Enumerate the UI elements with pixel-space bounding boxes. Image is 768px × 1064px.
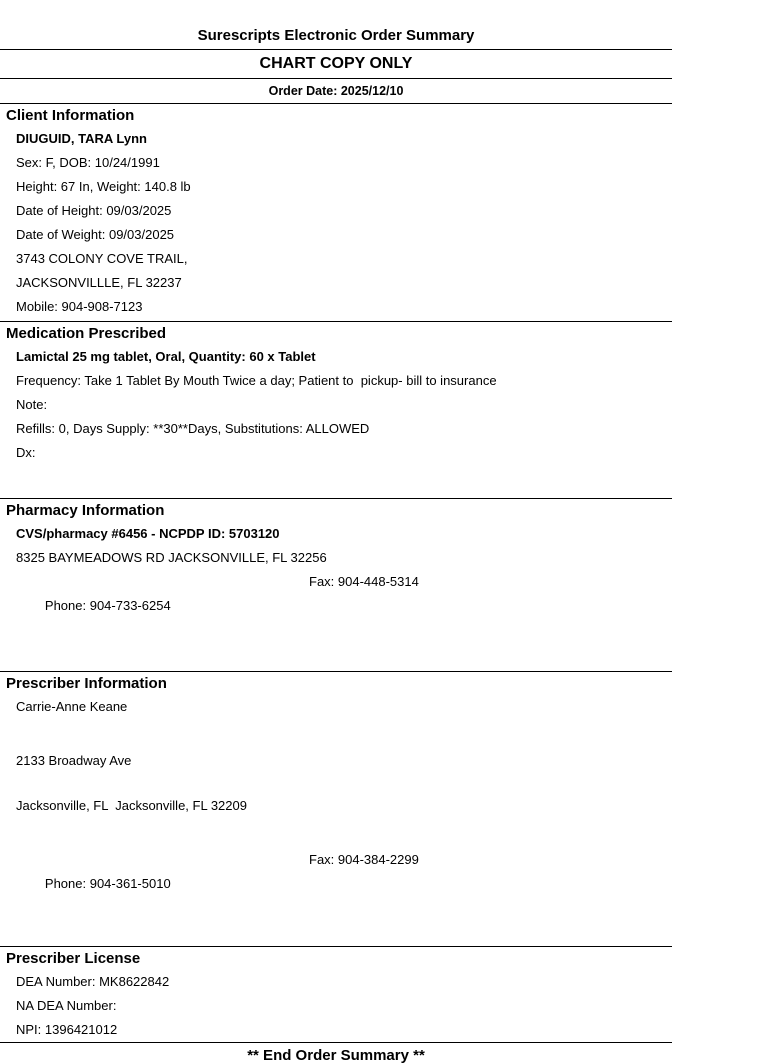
medication-prescribed-section	[0, 322, 672, 499]
prescriber-address-line2: Jacksonville, FL Jacksonville, FL 32209	[16, 798, 247, 813]
patient-address-city: JACKSONVILLLE, FL 32237	[16, 275, 182, 290]
patient-sex-dob: Sex: F, DOB: 10/24/1991	[16, 155, 160, 170]
prescriber-address-line1: 2133 Broadway Ave	[16, 753, 132, 768]
prescriber-license-section	[0, 947, 672, 1043]
patient-height-weight: Height: 67 In, Weight: 140.8 lb	[16, 179, 191, 194]
medication-dx: Dx:	[16, 445, 36, 460]
license-npi: NPI: 1396421012	[16, 1022, 118, 1037]
prescriber-phone: Phone: 904-361-5010	[44, 876, 171, 891]
patient-date-of-height: Date of Height: 09/03/2025	[16, 203, 172, 218]
client-information-heading: Client Information	[6, 107, 135, 124]
pharmacy-name-ncpdp: CVS/pharmacy #6456 - NCPDP ID: 5703120	[16, 526, 280, 541]
medication-rows	[0, 345, 672, 465]
prescriber-address	[16, 723, 672, 843]
license-na-dea-number: NA DEA Number:	[16, 998, 117, 1013]
pharmacy-information-heading: Pharmacy Information	[6, 502, 165, 519]
pharmacy-information-section	[0, 499, 672, 672]
pharmacy-phone: Phone: 904-733-6254	[44, 598, 171, 613]
medication-frequency: Frequency: Take 1 Tablet By Mouth Twice a day; Patient to pickup- bill to insurance	[16, 373, 497, 388]
medication-refills: Refills: 0, Days Supply: **30**Days, Substitutions: ALLOWED	[16, 421, 370, 436]
patient-name: DIUGUID, TARA Lynn	[16, 131, 147, 146]
end-order-summary: ** End Order Summary **	[247, 1047, 425, 1064]
prescriber-fax: Fax: 904-384-2299	[309, 852, 419, 867]
client-information-section	[0, 104, 672, 322]
prescriber-rows	[0, 695, 672, 944]
medication-prescribed-heading: Medication Prescribed	[6, 325, 167, 342]
pharmacy-address: 8325 BAYMEADOWS RD JACKSONVILLE, FL 32256	[16, 550, 327, 565]
patient-address-street: 3743 COLONY COVE TRAIL,	[16, 251, 188, 266]
pharmacy-phone-fax-row	[16, 570, 672, 666]
license-dea-number: DEA Number: MK8622842	[16, 974, 170, 989]
license-rows	[0, 970, 672, 1042]
medication-drug-line: Lamictal 25 mg tablet, Oral, Quantity: 60 x Tablet	[16, 349, 316, 364]
client-information-rows	[0, 127, 672, 319]
pharmacy-fax: Fax: 904-448-5314	[309, 574, 419, 589]
prescriber-license-heading: Prescriber License	[6, 950, 141, 967]
document-title: Surescripts Electronic Order Summary	[0, 0, 672, 50]
medication-note: Note:	[16, 397, 48, 412]
chart-copy-banner: CHART COPY ONLY	[0, 50, 672, 79]
prescriber-information-heading: Prescriber Information	[6, 675, 167, 692]
prescriber-name: Carrie-Anne Keane	[16, 699, 128, 714]
pharmacy-rows	[0, 522, 672, 666]
prescriber-phone-fax-row	[16, 848, 672, 944]
prescriber-information-section	[0, 672, 672, 947]
patient-mobile: Mobile: 904-908-7123	[16, 299, 143, 314]
order-date: Order Date: 2025/12/10	[0, 79, 672, 104]
patient-date-of-weight: Date of Weight: 09/03/2025	[16, 227, 175, 242]
